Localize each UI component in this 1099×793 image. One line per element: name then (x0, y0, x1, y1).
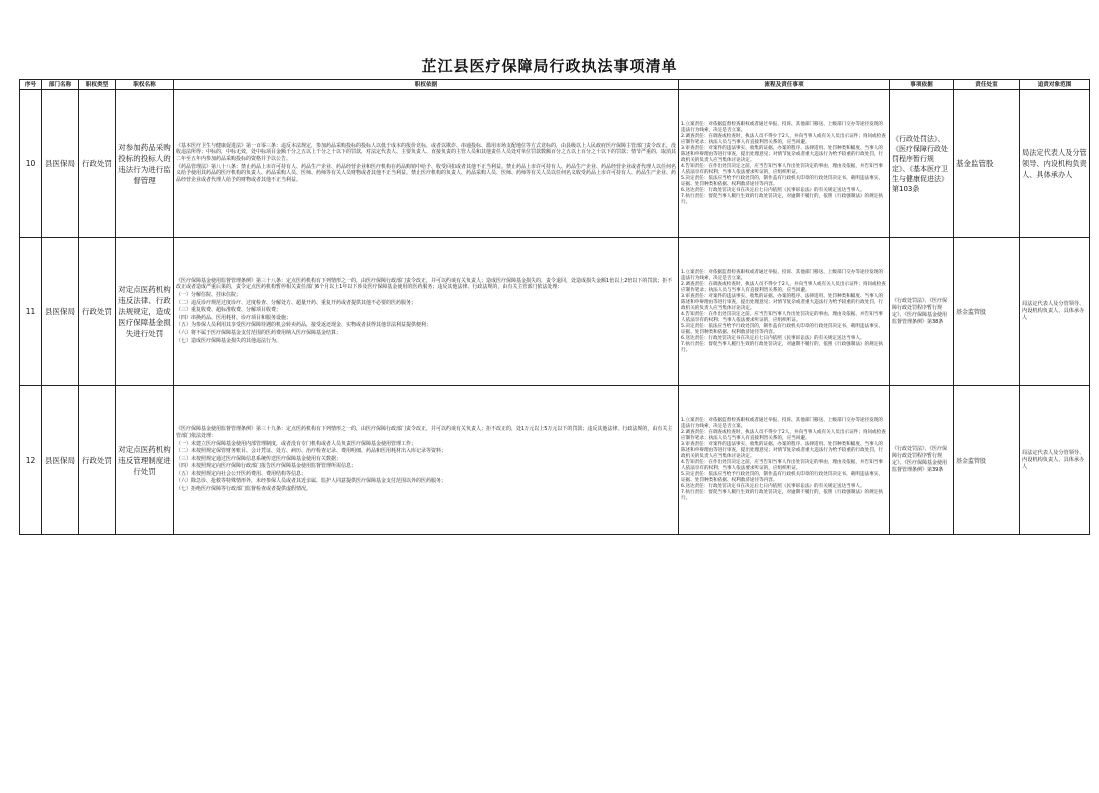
basis-paragraph: （一）分解住院、挂床住院； (176, 292, 242, 299)
row-source: 《行政处罚法》、《医疗保障行政处罚程序暂行规定》、《医疗保障基金使用监督管理条例》第39条 (890, 386, 954, 535)
resp-item: 7.执行责任：督促当事人履行生效的行政处罚决定，对逾期不履行的，依照《行政强制法》的规定执行。 (681, 193, 883, 205)
basis-paragraph: （五）未按照规定向社会公开医药费用、费用结构等信息； (176, 470, 307, 477)
row-dept: 县医保局 (42, 238, 79, 386)
resp-item: 4.告知责任：在作出处罚决定之前，应当告知当事人作出处罚决定的事由、理由及依据，并告知当事人依法享有的权利；当事人依法要求听证的，应组织听证。 (681, 311, 883, 323)
row-number: 11 (20, 238, 42, 386)
basis-paragraph: 《基本医疗卫生与健康促进法》第一百零三条：违反本法规定，参加药品采购投标的投标人以低于成本的报价竞标，或者以欺诈、串通投标、滥用市场支配地位等方式竞标的，由县级以上人民政府医疗保障主管部门责令改正，没收违法所得；中标的，中标无效，处中标项目金额千分之五以上千分之十以下的罚款，对法定代表人、主要负责人、直接负责的主管人员和其他责任人员处对单位罚款数额百分之五以上百分之十以下的罚款；情节严重的，取消其二年至五年内参加药品采购投标的资格并予以公告。 (176, 142, 677, 162)
resp-item: 4.告知责任：在作出处罚决定之前，应当告知当事人作出处罚决定的事由、理由及依据，并告知当事人依法享有的权利；当事人依法要求听证的，应组织听证。 (681, 163, 883, 175)
page-title: 芷江县医疗保障局行政执法事项清单 (421, 57, 678, 75)
row-number: 12 (20, 386, 42, 535)
header-num: 序号 (20, 80, 42, 90)
resp-item: 2.调查责任：在调查或检查时，执法人员不得少于2人，并向当事人或有关人员出示证件；询问或检查应制作笔录；执法人员与当事人有直接利害关系的，应当回避。 (681, 133, 886, 145)
basis-paragraph: （一）未建立医疗保障基金使用内部管理制度，或者没有专门机构或者人员负责医疗保障基金使用管理工作； (176, 440, 417, 447)
basis-paragraph: （四）未按照规定向医疗保障行政部门报告医疗保障基金使用监督管理所需信息； (176, 463, 357, 470)
basis-paragraph: 《医疗保障基金使用监督管理条例》第三十八条：定点医药机构有下列情形之一的，由医疗保障行政部门责令改正，并可以约谈有关负责人；造成医疗保障基金损失的，责令退回，处造成损失金额1倍以上2倍以下的罚款；拒不改正或者造成严重后果的，责令定点医药机构暂停相关责任部门6个月以上1年以下涉及医疗保障基金使用的医药服务；违反其他法律、行政法规的，由有关主管部门依法处理： (176, 277, 673, 291)
header-resp: 流程及责任事项 (679, 80, 890, 90)
header-unit: 责任处室 (954, 80, 1020, 90)
header-source: 事项依据 (890, 80, 954, 90)
resp-item: 6.送达责任：行政处罚决定书在决定后七日内依照《民事诉讼法》的有关规定送达当事人。 (681, 335, 865, 341)
row-responsibility (679, 238, 890, 386)
row-basis (174, 386, 679, 535)
basis-paragraph: （七）拒绝医疗保障等行政部门监督检查或者提供虚假情况。 (176, 486, 312, 493)
resp-item: 2.调查责任：在调查或检查时，执法人员不得少于2人，并向当事人或有关人员出示证件；询问或检查应制作笔录；执法人员与当事人有直接利害关系的，应当回避。 (681, 430, 886, 441)
row-name: 对参加药品采购投标的投标人的违法行为进行监督管理 (116, 90, 174, 238)
basis-paragraph: （二）违反诊疗规范过度诊疗、过度检查、分解处方、超量开药、重复开药或者提供其他不必要的医药服务； (176, 299, 417, 306)
row-number: 10 (20, 90, 42, 238)
table-row (20, 238, 1090, 386)
row-type: 行政处罚 (79, 386, 116, 535)
resp-item: 5.决定责任：依法应当给予行政处罚的，制作盖有行政机关印章的行政处罚决定书，载明违法事实、证据、处罚种类和依据、权利救济途径等内容。 (681, 472, 883, 483)
row-source: 《行政处罚法》、《医疗保障行政处罚程序暂行规定》、《医疗保障基金使用监督管理条例》第38条 (890, 238, 954, 386)
basis-paragraph: 《医疗保障基金使用监督管理条例》第三十九条：定点医药机构有下列情形之一的，由医疗保障行政部门责令改正，并可以约谈有关负责人；拒不改正的，处1万元以上5万元以下的罚款；违反其他法律、行政法规的，由有关主管部门依法处理： (176, 426, 673, 439)
header-basis: 职权依据 (174, 80, 679, 90)
row-unit: 基金监管股 (954, 386, 1020, 535)
row-dept: 县医保局 (42, 386, 79, 535)
row-name: 对定点医药机构违反法律、行政法规规定，造成医疗保障基金损失进行处罚 (116, 238, 174, 386)
basis-paragraph: （二）未按照规定保管财务账目、会计凭证、处方、病历、治疗检查记录、费用明细、药品和医用耗材出入库记录等资料； (176, 448, 447, 455)
resp-item: 6.送达责任：行政处罚决定书在决定后七日内依照《民事诉讼法》的有关规定送达当事人。 (681, 484, 865, 489)
row-unit: 基金监管股 (954, 90, 1020, 238)
basis-paragraph: （四）串换药品、医用耗材、诊疗项目和服务设施； (176, 314, 292, 321)
header-target: 追责对象范围 (1020, 80, 1090, 90)
basis-paragraph: 《药品管理法》第八十八条：禁止药品上市许可持有人、药品生产企业、药品经营企业和医疗机构在药品购销中给予、收受回扣或者其他不正当利益。禁止药品上市许可持有人、药品生产企业、药品经营企业或者代理人以任何名义给予使用其药品的医疗机构的负责人、药品采购人员、医师、药师等有关人员财物或者其他不正当利益。禁止医疗机构的负责人、药品采购人员、医师、药师等有关人员以任何名义收受药品上市许可持有人、药品生产企业、药品经营企业或者代理人给予的财物或者其他不正当利益。 (176, 163, 677, 183)
row-target: 局法定代表人及分管领导、内设机构负责人、具体承办人 (1020, 238, 1090, 386)
resp-item: 1.立案责任：对依据监督检查职权或者通过举报、投诉、其他部门移送、上级部门交办等途径发现的违法行为线索，决定是否立案。 (681, 418, 883, 429)
row-type: 行政处罚 (79, 238, 116, 386)
row-basis (174, 238, 679, 386)
resp-item: 3.审查责任：对案件的违法事实、收集的证据、办案的程序、法律适用、处罚种类和幅度、当事人的陈述和申辩理由等进行审查，提出处理意见；对情节复杂或者重大违法行为给予较重的行政处罚，行政机关的负责人应当集体讨论决定。 (681, 442, 884, 459)
row-responsibility (679, 386, 890, 535)
basis-paragraph: （六）除急诊、抢救等特殊情形外，未经参保人员或者其近亲属、监护人同意提供医疗保障基金支付范围以外的医药服务； (176, 478, 447, 485)
row-responsibility (679, 90, 890, 238)
resp-item: 7.执行责任：督促当事人履行生效的行政处罚决定，对逾期不履行的，依照《行政强制法》的规定执行。 (681, 490, 883, 501)
resp-item: 3.审查责任：对案件的违法事实、收集的证据、办案的程序、法律适用、处罚种类和幅度、当事人的陈述和申辩理由等进行审查，提出处理意见；对情节复杂或者重大违法行为给予较重的行政处罚，行政机关的负责人应当集体讨论决定。 (681, 293, 884, 311)
row-basis (174, 90, 679, 238)
resp-item: 3.审查责任：对案件的违法事实、收集的证据、办案的程序、法律适用、处罚种类和幅度、当事人的陈述和申辩理由等进行审查，提出处理意见；对情节复杂或者重大违法行为给予较重的行政处罚，行政机关的负责人应当集体讨论决定。 (681, 145, 884, 163)
basis-paragraph: （五）为参保人员利用其享受医疗保障待遇的机会转卖药品，接受返还现金、实物或者获得其他非法利益提供便利； (176, 322, 432, 329)
resp-item: 6.送达责任：行政处罚决定书在决定后七日内依照《民事诉讼法》的有关规定送达当事人。 (681, 187, 865, 193)
row-name: 对定点医药机构违反管理制度进行处罚 (116, 386, 174, 535)
row-type: 行政处罚 (79, 90, 116, 238)
table-row (20, 386, 1090, 535)
enforcement-table (19, 79, 1090, 535)
resp-item: 2.调查责任：在调查或检查时，执法人员不得少于2人，并向当事人或有关人员出示证件；询问或检查应制作笔录；执法人员与当事人有直接利害关系的，应当回避。 (681, 281, 886, 293)
table-header-row (20, 80, 1090, 90)
basis-paragraph: （三）重复收费、超标准收费、分解项目收费； (176, 307, 282, 314)
row-dept: 县医保局 (42, 90, 79, 238)
basis-paragraph: （七）造成医疗保障基金损失的其他违法行为。 (176, 337, 282, 344)
resp-item: 1.立案责任：对依据监督检查职权或者通过举报、投诉、其他部门移送、上级部门交办等途径发现的违法行为线索，决定是否立案。 (681, 121, 883, 133)
resp-item: 5.决定责任：依法应当给予行政处罚的，制作盖有行政机关印章的行政处罚决定书，载明违法事实、证据、处罚种类和依据、权利救济途径等内容。 (681, 175, 883, 187)
resp-item: 1.立案责任：对依据监督检查职权或者通过举报、投诉、其他部门移送、上级部门交办等途径发现的违法行为线索，决定是否立案。 (681, 269, 883, 281)
resp-item: 4.告知责任：在作出处罚决定之前，应当告知当事人作出处罚决定的事由、理由及依据，并告知当事人依法享有的权利；当事人依法要求听证的，应组织听证。 (681, 460, 883, 471)
basis-paragraph: （六）将不属于医疗保障基金支付范围的医药费用纳入医疗保障基金结算； (176, 329, 342, 336)
header-name: 职权名称 (116, 80, 174, 90)
resp-item: 5.决定责任：依法应当给予行政处罚的，制作盖有行政机关印章的行政处罚决定书，载明违法事实、证据、处罚种类和依据、权利救济途径等内容。 (681, 323, 883, 335)
table-row (20, 90, 1090, 238)
row-target: 局法定代表人及分管领导、内设机构负责人、具体承办人 (1020, 90, 1090, 238)
header-type: 职权类型 (79, 80, 116, 90)
resp-item: 7.执行责任：督促当事人履行生效的行政处罚决定，对逾期不履行的，依照《行政强制法》的规定执行。 (681, 341, 883, 353)
header-dept: 部门名称 (42, 80, 79, 90)
row-target: 局法定代表人及分管领导、内设机构负责人、具体承办人 (1020, 386, 1090, 535)
basis-paragraph: （三）未按照规定通过医疗保障信息系统传送医疗保障基金使用有关数据； (176, 455, 342, 462)
row-unit: 基金监管股 (954, 238, 1020, 386)
row-source: 《行政处罚法》、《医疗保障行政处罚程序暂行规定》、《基本医疗卫生与健康促进法》第103条 (890, 90, 954, 238)
